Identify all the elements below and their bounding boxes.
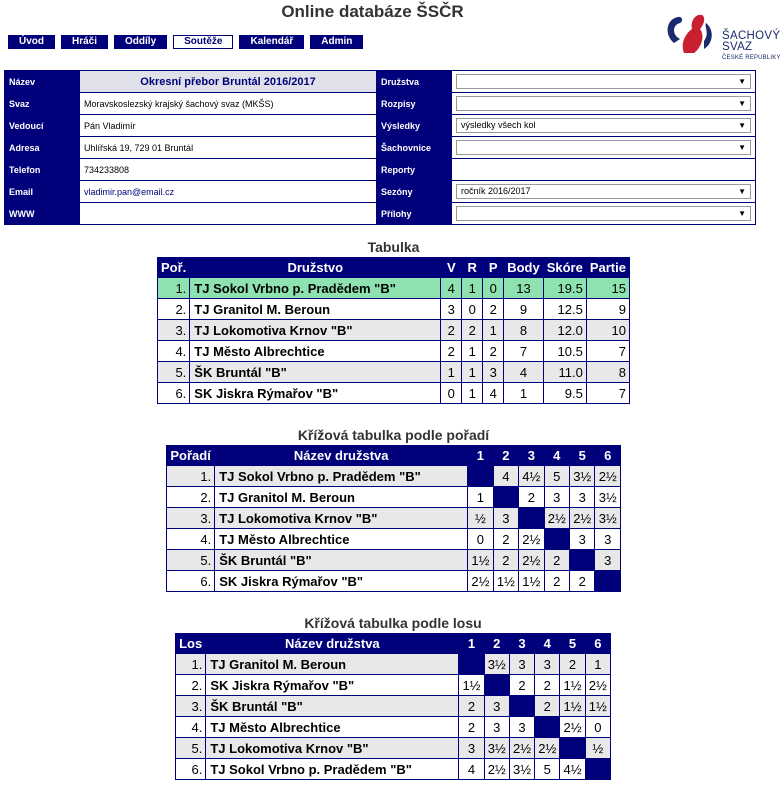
score-cell: 1 — [468, 487, 492, 507]
logo-line2: SVAZ — [722, 41, 753, 53]
score-cell — [595, 571, 620, 591]
score-cell: 4 — [441, 278, 461, 298]
logo-line1: ŠACHOVÝ — [722, 30, 781, 42]
label-prilohy: Přílohy — [377, 203, 451, 224]
table-row — [176, 675, 610, 695]
label-svaz: Svaz — [5, 93, 79, 114]
score-cell: 4 — [494, 466, 518, 486]
column-header: 5 — [560, 634, 584, 653]
score-cell: 3 — [485, 696, 509, 716]
label-sezony: Sezóny — [377, 181, 451, 202]
score-cell: 1 — [462, 278, 482, 298]
team-name-cell: TJ Město Albrechtice — [215, 529, 467, 549]
page-title: Online databáze ŠSČR — [281, 2, 464, 21]
score-cell — [459, 654, 483, 674]
sachovnice-select[interactable] — [456, 140, 751, 155]
score-cell — [468, 466, 492, 486]
score-cell: 3 — [510, 654, 534, 674]
table-row — [158, 299, 629, 319]
column-header: 4 — [535, 634, 559, 653]
score-cell: 5 — [545, 466, 569, 486]
score-cell: 4 — [504, 362, 543, 382]
score-cell: 2 — [519, 487, 543, 507]
column-header: 3 — [510, 634, 534, 653]
nav-oddily[interactable]: Oddíly — [114, 35, 167, 49]
label-vedouci: Vedoucí — [5, 115, 79, 136]
column-header: 2 — [485, 634, 509, 653]
score-cell: 2 — [545, 571, 569, 591]
druzstva-select[interactable] — [456, 74, 751, 89]
table-row — [158, 362, 629, 382]
table-row — [176, 759, 610, 779]
value-email[interactable]: vladimir.pan@email.cz — [80, 181, 376, 202]
score-cell: 3 — [510, 717, 534, 737]
score-cell: 1½ — [560, 675, 584, 695]
score-cell: 1 — [483, 320, 503, 340]
table-row — [167, 550, 620, 570]
score-cell: 4 — [459, 759, 483, 779]
score-cell: 3½ — [485, 738, 509, 758]
rank-cell: 1. — [167, 466, 214, 486]
column-header: Los — [176, 634, 205, 653]
cross-los-caption: Křížová tabulka podle losu — [304, 615, 482, 631]
rank-cell: 3. — [176, 696, 205, 716]
nav-souteze[interactable]: Soutěže — [173, 35, 233, 49]
column-header: Pořadí — [167, 446, 214, 465]
score-cell: 3 — [485, 717, 509, 737]
chevron-down-icon: ▼ — [738, 121, 746, 130]
column-header: V — [441, 258, 461, 277]
rank-cell: 5. — [176, 738, 205, 758]
score-cell: 2 — [441, 320, 461, 340]
rank-cell: 2. — [176, 675, 205, 695]
table-row — [176, 696, 610, 716]
score-cell: 8 — [504, 320, 543, 340]
score-cell: 1 — [462, 383, 482, 403]
score-cell: 3 — [441, 299, 461, 319]
score-cell: 3 — [494, 508, 518, 528]
team-name-cell: TJ Lokomotiva Krnov "B" — [206, 738, 458, 758]
rank-cell: 2. — [167, 487, 214, 507]
score-cell: 2 — [494, 529, 518, 549]
score-cell: 2 — [545, 550, 569, 570]
table-row — [158, 383, 629, 403]
sezony-select[interactable]: ročník 2016/2017 ▼ — [456, 184, 751, 199]
score-cell — [485, 675, 509, 695]
score-cell: 3 — [545, 487, 569, 507]
main-nav — [8, 35, 363, 49]
table-row — [167, 529, 620, 549]
header-row — [167, 446, 620, 465]
score-cell: 2 — [570, 571, 594, 591]
score-cell: 2 — [459, 717, 483, 737]
rank-cell: 6. — [176, 759, 205, 779]
score-cell: 2½ — [468, 571, 492, 591]
score-cell: 2 — [560, 654, 584, 674]
score-cell: 13 — [504, 278, 543, 298]
score-cell: 1½ — [468, 550, 492, 570]
value-telefon: 734233808 — [80, 159, 376, 180]
value-vedouci: Pán Vladimír — [80, 115, 376, 136]
competition-title: Okresní přebor Bruntál 2016/2017 — [80, 71, 376, 92]
score-cell: 1 — [462, 362, 482, 382]
score-cell — [510, 696, 534, 716]
header-row — [158, 258, 629, 277]
cross-order-caption: Křížová tabulka podle pořadí — [297, 427, 490, 443]
label-email: Email — [5, 181, 79, 202]
team-name-cell: SK Jiskra Rýmařov "B" — [215, 571, 467, 591]
column-header: Název družstva — [215, 446, 467, 465]
label-www: WWW — [5, 203, 79, 224]
team-name-cell: TJ Granitol M. Beroun — [206, 654, 458, 674]
column-header: 3 — [519, 446, 543, 465]
score-cell: 3 — [459, 738, 483, 758]
value-www — [80, 203, 376, 224]
score-cell: 2 — [510, 675, 534, 695]
label-druzstva: Družstva — [377, 71, 451, 92]
score-cell — [586, 759, 610, 779]
rank-cell: 6. — [158, 383, 189, 403]
score-cell — [545, 529, 569, 549]
score-cell: 15 — [587, 278, 629, 298]
score-cell — [494, 487, 518, 507]
column-header: 6 — [586, 634, 610, 653]
column-header: 6 — [595, 446, 620, 465]
score-cell: 2 — [494, 550, 518, 570]
score-cell: 1 — [504, 383, 543, 403]
score-cell: 3½ — [570, 466, 594, 486]
chevron-down-icon: ▼ — [738, 209, 746, 218]
table-row — [167, 466, 620, 486]
table-row — [176, 738, 610, 758]
rank-cell: 6. — [167, 571, 214, 591]
score-cell: 1½ — [560, 696, 584, 716]
score-cell: 4½ — [560, 759, 584, 779]
rank-cell: 1. — [158, 278, 189, 298]
score-cell: 3½ — [595, 487, 620, 507]
rank-cell: 3. — [167, 508, 214, 528]
score-cell: 3½ — [485, 654, 509, 674]
column-header: 1 — [468, 446, 492, 465]
score-cell: 10 — [587, 320, 629, 340]
score-cell: 2½ — [519, 550, 543, 570]
score-cell: 4 — [483, 383, 503, 403]
nav-admin[interactable]: Admin — [310, 35, 363, 49]
score-cell: 3 — [570, 529, 594, 549]
score-cell: 5 — [535, 759, 559, 779]
score-cell: 12.0 — [544, 320, 586, 340]
chess-federation-logo-icon — [660, 3, 720, 63]
score-cell: 1½ — [459, 675, 483, 695]
score-cell: 1 — [441, 362, 461, 382]
label-telefon: Telefon — [5, 159, 79, 180]
label-vysledky: Výsledky — [377, 115, 451, 136]
score-cell: 7 — [587, 341, 629, 361]
score-cell: 0 — [462, 299, 482, 319]
column-header: 4 — [545, 446, 569, 465]
team-name-cell: ŠK Bruntál "B" — [206, 696, 458, 716]
team-name-cell: TJ Granitol M. Beroun — [190, 299, 440, 319]
column-header: 1 — [459, 634, 483, 653]
score-cell: 3½ — [510, 759, 534, 779]
score-cell: 2½ — [595, 466, 620, 486]
score-cell: 2½ — [519, 529, 543, 549]
score-cell: 3 — [535, 654, 559, 674]
label-rozpisy: Rozpisy — [377, 93, 451, 114]
team-name-cell: TJ Sokol Vrbno p. Pradědem "B" — [215, 466, 467, 486]
score-cell: 9.5 — [544, 383, 586, 403]
team-name-cell: SK Jiskra Rýmařov "B" — [206, 675, 458, 695]
table-row — [158, 320, 629, 340]
label-reporty: Reporty — [377, 159, 451, 180]
rank-cell: 4. — [176, 717, 205, 737]
team-name-cell: SK Jiskra Rýmařov "B" — [190, 383, 440, 403]
chevron-down-icon: ▼ — [738, 77, 746, 86]
table-row — [158, 341, 629, 361]
score-cell: 1 — [586, 654, 610, 674]
team-name-cell: ŠK Bruntál "B" — [190, 362, 440, 382]
score-cell: 3½ — [595, 508, 620, 528]
team-name-cell: TJ Lokomotiva Krnov "B" — [190, 320, 440, 340]
score-cell: 2½ — [560, 717, 584, 737]
score-cell: ½ — [586, 738, 610, 758]
chevron-down-icon: ▼ — [738, 187, 746, 196]
score-cell: 10.5 — [544, 341, 586, 361]
team-name-cell: TJ Sokol Vrbno p. Pradědem "B" — [206, 759, 458, 779]
team-name-cell: TJ Granitol M. Beroun — [215, 487, 467, 507]
vysledky-select[interactable]: výsledky všech kol ▼ — [456, 118, 751, 133]
score-cell: 2 — [535, 675, 559, 695]
column-header: P — [483, 258, 503, 277]
logo — [660, 3, 782, 67]
score-cell: 1 — [462, 341, 482, 361]
table-row — [167, 571, 620, 591]
rank-cell: 1. — [176, 654, 205, 674]
rank-cell: 4. — [167, 529, 214, 549]
prilohy-select[interactable] — [456, 206, 751, 221]
team-name-cell: TJ Město Albrechtice — [190, 341, 440, 361]
score-cell: 3 — [595, 550, 620, 570]
score-cell: 2½ — [535, 738, 559, 758]
score-cell: 4½ — [519, 466, 543, 486]
team-name-cell: TJ Lokomotiva Krnov "B" — [215, 508, 467, 528]
column-header: Název družstva — [206, 634, 458, 653]
score-cell: 8 — [587, 362, 629, 382]
score-cell: 11.0 — [544, 362, 586, 382]
team-name-cell: ŠK Bruntál "B" — [215, 550, 467, 570]
score-cell: 2 — [462, 320, 482, 340]
score-cell: 3 — [570, 487, 594, 507]
score-cell: 3 — [483, 362, 503, 382]
score-cell: 1½ — [494, 571, 518, 591]
rank-cell: 2. — [158, 299, 189, 319]
label-nazev: Název — [5, 71, 79, 92]
score-cell: 0 — [468, 529, 492, 549]
score-cell: 2 — [483, 299, 503, 319]
table-row — [158, 278, 629, 298]
score-cell: 12.5 — [544, 299, 586, 319]
rozpisy-select[interactable] — [456, 96, 751, 111]
chevron-down-icon: ▼ — [738, 143, 746, 152]
competition-info — [4, 70, 756, 225]
table-row — [167, 508, 620, 528]
column-header: Partie — [587, 258, 629, 277]
column-header: 2 — [494, 446, 518, 465]
score-cell: 7 — [504, 341, 543, 361]
score-cell: 9 — [587, 299, 629, 319]
column-header: R — [462, 258, 482, 277]
score-cell: 0 — [483, 278, 503, 298]
rank-cell: 4. — [158, 341, 189, 361]
label-adresa: Adresa — [5, 137, 79, 158]
score-cell — [535, 717, 559, 737]
column-header: Skóre — [544, 258, 586, 277]
column-header: 5 — [570, 446, 594, 465]
cross-los-table — [175, 633, 611, 780]
score-cell: 2½ — [586, 675, 610, 695]
value-svaz: Moravskoslezský krajský šachový svaz (MKŠS) — [80, 93, 376, 114]
score-cell: 9 — [504, 299, 543, 319]
score-cell: 2 — [483, 341, 503, 361]
table-row — [176, 654, 610, 674]
score-cell: 0 — [586, 717, 610, 737]
standings-caption: Tabulka — [367, 239, 420, 255]
cross-order-table — [166, 445, 621, 592]
logo-line3: ČESKÉ REPUBLIKY — [722, 55, 781, 61]
score-cell: 0 — [441, 383, 461, 403]
score-cell: 1½ — [586, 696, 610, 716]
score-cell: 2½ — [485, 759, 509, 779]
column-header: Družstvo — [190, 258, 440, 277]
column-header: Poř. — [158, 258, 189, 277]
score-cell: ½ — [468, 508, 492, 528]
score-cell: 1½ — [519, 571, 543, 591]
score-cell: 2 — [535, 696, 559, 716]
standings-table — [157, 257, 630, 404]
score-cell — [519, 508, 543, 528]
header-row — [176, 634, 610, 653]
table-row — [167, 487, 620, 507]
score-cell: 7 — [587, 383, 629, 403]
score-cell: 2 — [441, 341, 461, 361]
team-name-cell: TJ Sokol Vrbno p. Pradědem "B" — [190, 278, 440, 298]
team-name-cell: TJ Město Albrechtice — [206, 717, 458, 737]
score-cell: 3 — [595, 529, 620, 549]
score-cell — [560, 738, 584, 758]
score-cell: 2½ — [545, 508, 569, 528]
score-cell: 2½ — [570, 508, 594, 528]
score-cell: 2½ — [510, 738, 534, 758]
score-cell: 19.5 — [544, 278, 586, 298]
chevron-down-icon: ▼ — [738, 99, 746, 108]
nav-uvod[interactable]: Úvod — [8, 35, 55, 49]
table-row — [176, 717, 610, 737]
rank-cell: 5. — [158, 362, 189, 382]
rank-cell: 3. — [158, 320, 189, 340]
nav-hraci[interactable]: Hráči — [61, 35, 108, 49]
value-adresa: Uhlířská 19, 729 01 Bruntál — [80, 137, 376, 158]
rank-cell: 5. — [167, 550, 214, 570]
column-header: Body — [504, 258, 543, 277]
nav-kalendar[interactable]: Kalendář — [239, 35, 304, 49]
label-sachovnice: Šachovnice — [377, 137, 451, 158]
score-cell: 2 — [459, 696, 483, 716]
score-cell — [570, 550, 594, 570]
